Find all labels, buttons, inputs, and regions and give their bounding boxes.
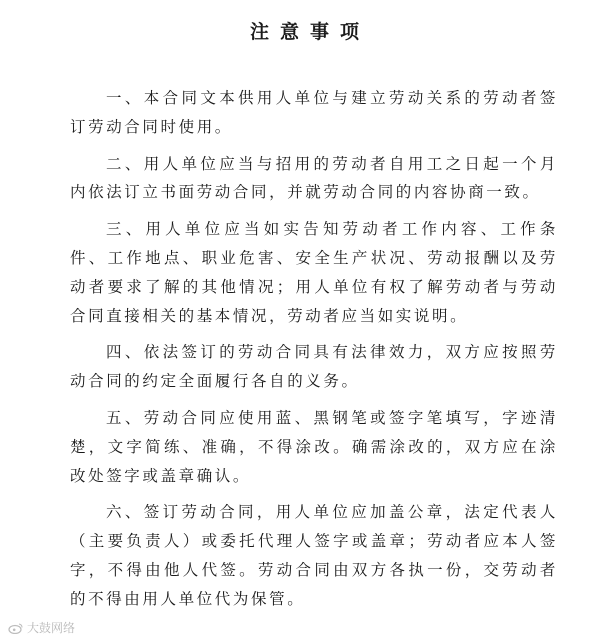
weibo-logo-icon bbox=[8, 622, 24, 634]
watermark bbox=[8, 619, 75, 636]
paragraph-2: 二、用人单位应当与招用的劳动者自用工之日起一个月内依法订立书面劳动合同，并就劳动合同的内容协商一致。 bbox=[70, 154, 558, 202]
paragraph-1: 一、本合同文本供用人单位与建立劳动关系的劳动者签订劳动合同时使用。 bbox=[70, 89, 558, 136]
paragraph-5: 五、劳动合同应使用蓝、黑钢笔或签字笔填写，字迹清楚，文字简练、准确，不得涂改。确需涂改的，双方应在涂改处签字或盖章确认。 bbox=[70, 408, 558, 485]
paragraph-4: 四、依法签订的劳动合同具有法律效力，双方应按照劳动合同的约定全面履行各自的义务。 bbox=[70, 343, 558, 391]
document-title: 注意事项 bbox=[249, 21, 370, 43]
document-body bbox=[70, 84, 558, 614]
paragraph-6: 六、签订劳动合同，用人单位应加盖公章，法定代表人（主要负责人）或委托代理人签字或盖章；劳动者应本人签字，不得由他人代签。劳动合同由双方各执一份，交劳动者的不得由用人单位代为保管。 bbox=[70, 503, 558, 608]
watermark-text: 大鼓网络 bbox=[27, 621, 76, 635]
paragraph-3: 三、用人单位应当如实告知劳动者工作内容、工作条件、工作地点、职业危害、安全生产状况、劳动报酬以及劳动者要求了解的其他情况；用人单位有权了解劳动者与劳动合同直接相关的基本情况，劳动者应当如实说明。 bbox=[70, 220, 558, 325]
